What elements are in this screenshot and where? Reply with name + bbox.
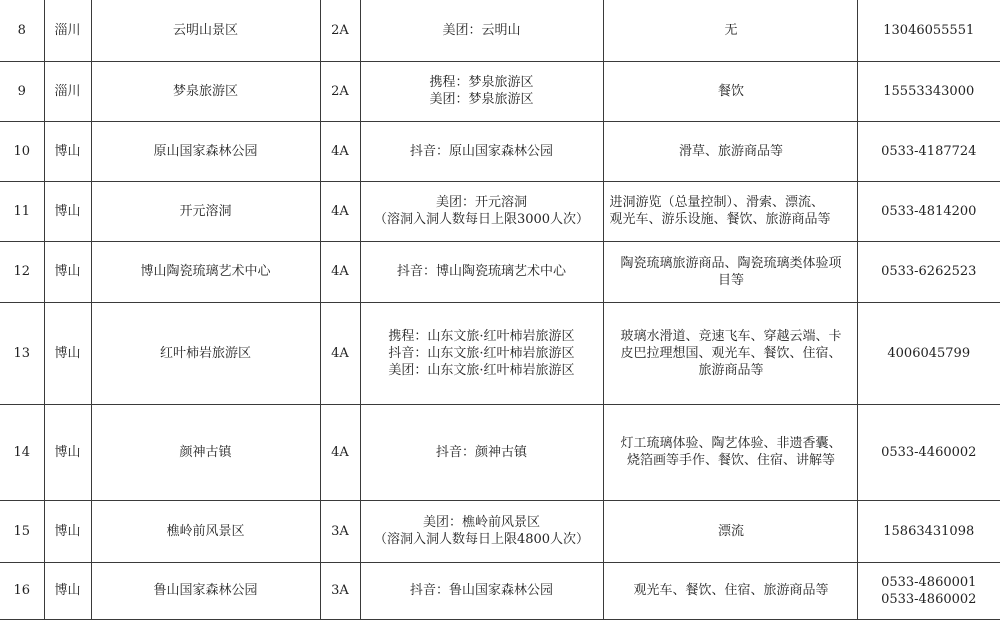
district-cell: 博山 — [44, 181, 91, 241]
scenic-spot-name: 梦泉旅游区 — [91, 61, 320, 121]
services-offered-line: 灯工琉璃体验、陶艺体验、非遗香囊、 — [620, 436, 842, 451]
booking-channels — [360, 302, 603, 404]
table-row — [0, 302, 1000, 404]
district-cell: 博山 — [44, 562, 91, 619]
district-cell: 博山 — [44, 302, 91, 404]
services-offered-line: 餐饮 — [717, 83, 744, 99]
row-number: 14 — [0, 404, 44, 500]
rating-level: 4A — [320, 404, 360, 500]
contact-phone — [857, 181, 1000, 241]
row-number: 16 — [0, 562, 44, 619]
contact-phone-line: 13046055551 — [883, 22, 975, 38]
services-offered-line: 无 — [724, 22, 738, 38]
services-offered-line: 进洞游览（总量控制）、滑索、漂流、 — [609, 195, 825, 210]
rating-level: 3A — [320, 562, 360, 619]
scenic-spot-name: 云明山景区 — [91, 0, 320, 61]
booking-channels-line: 美团：开元溶洞 — [435, 195, 527, 210]
scenic-spot-name: 红叶柿岩旅游区 — [91, 302, 320, 404]
booking-channels — [360, 0, 603, 61]
booking-channels-line: （溶洞入洞人数每日上限3000人次） — [373, 212, 590, 227]
scenic-spot-name: 开元溶洞 — [91, 181, 320, 241]
booking-channels-line: 美团：樵岭前风景区 — [422, 515, 540, 530]
contact-phone-line: 0533-6262523 — [881, 264, 977, 279]
contact-phone — [857, 404, 1000, 500]
table-row — [0, 562, 1000, 619]
contact-phone — [857, 241, 1000, 302]
booking-channels-line: 抖音：山东文旅·红叶柿岩旅游区 — [388, 345, 575, 361]
contact-phone-line: 0533-4460002 — [881, 444, 977, 460]
booking-channels — [360, 61, 603, 121]
row-number: 15 — [0, 500, 44, 562]
district-cell: 博山 — [44, 500, 91, 562]
services-offered-line: 陶瓷琉璃旅游商品、陶瓷琉璃类体验项 — [620, 255, 842, 271]
services-offered-line: 旅游商品等 — [698, 362, 764, 378]
scenic-spot-name: 鲁山国家森林公园 — [91, 562, 320, 619]
rating-level: 2A — [320, 61, 360, 121]
services-offered-line: 烧箔画等手作、餐饮、住宿、讲解等 — [626, 453, 835, 468]
scenic-spot-name: 博山陶瓷琉璃艺术中心 — [91, 241, 320, 302]
table-row — [0, 61, 1000, 121]
booking-channels — [360, 121, 603, 181]
rating-level: 4A — [320, 241, 360, 302]
booking-channels-line: 抖音：颜神古镇 — [435, 444, 527, 460]
contact-phone — [857, 61, 1000, 121]
services-offered — [603, 61, 857, 121]
row-number: 13 — [0, 302, 44, 404]
services-offered — [603, 404, 857, 500]
row-number: 8 — [0, 0, 44, 61]
district-cell: 淄川 — [44, 0, 91, 61]
table-row — [0, 404, 1000, 500]
services-offered — [603, 0, 857, 61]
contact-phone-line: 0533-4860001 — [881, 574, 977, 590]
contact-phone — [857, 121, 1000, 181]
booking-channels-line: 携程：山东文旅·红叶柿岩旅游区 — [388, 328, 575, 344]
table-row — [0, 500, 1000, 562]
booking-channels — [360, 500, 603, 562]
scenic-spot-name: 原山国家森林公园 — [91, 121, 320, 181]
table-row — [0, 181, 1000, 241]
contact-phone-line: 4006045799 — [887, 345, 971, 361]
contact-phone-line: 15553343000 — [883, 83, 975, 99]
rating-level: 4A — [320, 181, 360, 241]
row-number: 12 — [0, 241, 44, 302]
booking-channels — [360, 404, 603, 500]
booking-channels-line: 抖音：原山国家森林公园 — [409, 143, 553, 159]
booking-channels-line: 携程：梦泉旅游区 — [429, 75, 534, 90]
contact-phone — [857, 500, 1000, 562]
rating-level: 3A — [320, 500, 360, 562]
booking-channels-line: 美团：云明山 — [442, 22, 521, 38]
district-cell: 博山 — [44, 121, 91, 181]
booking-channels — [360, 562, 603, 619]
district-cell: 淄川 — [44, 61, 91, 121]
rating-level: 2A — [320, 0, 360, 61]
contact-phone-line: 15863431098 — [883, 523, 975, 539]
contact-phone — [857, 562, 1000, 619]
services-offered — [603, 181, 857, 241]
booking-channels-line: 美团：山东文旅·红叶柿岩旅游区 — [388, 362, 575, 378]
services-offered-line: 观光车、餐饮、住宿、旅游商品等 — [633, 583, 829, 598]
district-cell: 博山 — [44, 241, 91, 302]
services-offered-line: 滑草、旅游商品等 — [678, 143, 783, 159]
services-offered — [603, 500, 857, 562]
table-row — [0, 241, 1000, 302]
services-offered — [603, 241, 857, 302]
services-offered — [603, 302, 857, 404]
scenic-spot-name: 樵岭前风景区 — [91, 500, 320, 562]
row-number: 10 — [0, 121, 44, 181]
row-number: 11 — [0, 181, 44, 241]
table-row — [0, 121, 1000, 181]
rating-level: 4A — [320, 121, 360, 181]
services-offered — [603, 121, 857, 181]
contact-phone — [857, 302, 1000, 404]
services-offered-line: 皮巴拉理想国、观光车、餐饮、住宿、 — [620, 345, 842, 361]
scenic-spot-name: 颜神古镇 — [91, 404, 320, 500]
district-cell: 博山 — [44, 404, 91, 500]
row-number: 9 — [0, 61, 44, 121]
table-row — [0, 0, 1000, 61]
booking-channels-line: （溶洞入洞人数每日上限4800人次） — [373, 532, 590, 547]
services-offered — [603, 562, 857, 619]
contact-phone-line: 0533-4860002 — [881, 591, 977, 607]
contact-phone — [857, 0, 1000, 61]
services-offered-line: 漂流 — [717, 523, 744, 539]
contact-phone-line: 0533-4187724 — [881, 143, 977, 159]
contact-phone-line: 0533-4814200 — [881, 203, 977, 219]
services-offered-line: 玻璃水滑道、竞速飞车、穿越云端、卡 — [620, 328, 842, 344]
booking-channels — [360, 181, 603, 241]
rating-level: 4A — [320, 302, 360, 404]
booking-channels-line: 抖音：鲁山国家森林公园 — [409, 583, 553, 598]
services-offered-line: 观光车、游乐设施、餐饮、旅游商品等 — [609, 212, 831, 227]
services-offered-line: 目等 — [717, 272, 744, 288]
booking-channels-line: 美团：梦泉旅游区 — [429, 92, 534, 107]
booking-channels-line: 抖音：博山陶瓷琉璃艺术中心 — [396, 264, 566, 279]
booking-channels — [360, 241, 603, 302]
